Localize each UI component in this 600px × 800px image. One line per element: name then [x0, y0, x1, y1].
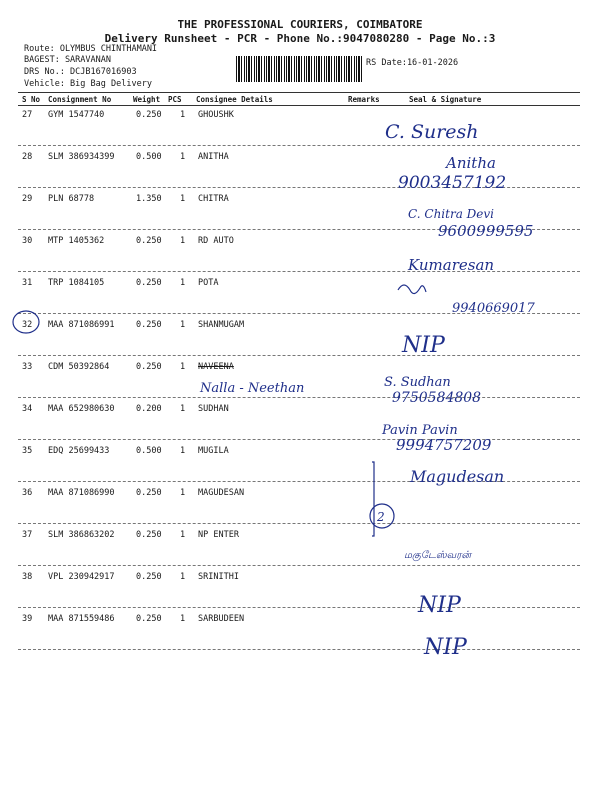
row-consignment: MTP 1405362	[48, 236, 105, 246]
signature-row31-phone: 9940669017	[452, 301, 535, 316]
row-rule	[18, 187, 580, 188]
row-weight: 0.500	[136, 152, 162, 162]
circle-number: 2	[377, 510, 385, 524]
row-weight: 0.250	[136, 278, 162, 288]
row-rule	[18, 313, 580, 314]
row-pcs: 1	[180, 404, 186, 414]
row-consignee: MAGUDESAN	[198, 488, 245, 498]
row-consignment: MAA 871559486	[48, 614, 115, 624]
row-rule	[18, 145, 580, 146]
row-pcs: 1	[180, 278, 186, 288]
row-pcs: 1	[180, 488, 186, 498]
row-consignee: NAVEENA	[198, 362, 234, 372]
row-consignment: VPL 230942917	[48, 572, 115, 582]
row-sno: 30	[22, 236, 33, 246]
row-weight: 0.200	[136, 404, 162, 414]
row-consignee: SHANMUGAM	[198, 320, 245, 330]
row-consignee: NP ENTER	[198, 530, 239, 540]
row-weight: 0.250	[136, 320, 162, 330]
nip-row39: NIP	[424, 635, 467, 660]
row-consignee: CHITRA	[198, 194, 229, 204]
signature-row33-name: S. Sudhan	[384, 375, 451, 390]
signature-row36: Magudesan	[410, 467, 505, 486]
col-pcs: PCS	[168, 95, 182, 104]
row-weight: 0.250	[136, 572, 162, 582]
vehicle-label: Vehicle: Big Bag Delivery	[24, 79, 152, 89]
row-weight: 0.250	[136, 110, 162, 120]
signature-row33-phone: 9750584808	[392, 390, 482, 406]
nip-row38: NIP	[418, 593, 461, 618]
row-consignment: SLM 386863202	[48, 530, 115, 540]
row-sno: 32	[22, 320, 33, 330]
row-pcs: 1	[180, 362, 186, 372]
row-consignment: SLM 386934399	[48, 152, 115, 162]
row-rule	[18, 565, 580, 566]
row-sno: 27	[22, 110, 33, 120]
col-consignee: Consignee Details	[196, 95, 273, 104]
row-pcs: 1	[180, 572, 186, 582]
signature-row29-phone: 9600999595	[438, 222, 534, 240]
row-consignment: EDQ 25699433	[48, 446, 110, 456]
col-seal-signature: Seal & Signature	[409, 95, 482, 104]
row-pcs: 1	[180, 236, 186, 246]
row-sno: 39	[22, 614, 33, 624]
signature-row30: Kumaresan	[408, 256, 495, 274]
row-consignment: MAA 871086990	[48, 488, 115, 498]
header-top-rule	[18, 92, 580, 93]
row-consignee: SUDHAN	[198, 404, 229, 414]
row-consignment: PLN 68778	[48, 194, 95, 204]
barcode	[236, 56, 364, 82]
row-rule	[18, 355, 580, 356]
row-rule	[18, 523, 580, 524]
row-weight: 0.250	[136, 362, 162, 372]
row-sno: 29	[22, 194, 33, 204]
row-pcs: 1	[180, 152, 186, 162]
row-weight: 0.250	[136, 236, 162, 246]
row-consignment: MAA 871086991	[48, 320, 115, 330]
row-weight: 0.250	[136, 530, 162, 540]
row-consignee: ANITHA	[198, 152, 229, 162]
row-pcs: 1	[180, 446, 186, 456]
nip-row32: NIP	[402, 333, 445, 358]
row-rule	[18, 607, 580, 608]
row-consignee: GHOUSHK	[198, 110, 234, 120]
row-consignee: SARBUDEEN	[198, 614, 245, 624]
signature-row34-phone: 9994757209	[396, 436, 492, 454]
signature-row28-name: Anitha	[446, 154, 496, 172]
row-pcs: 1	[180, 110, 186, 120]
col-consignment: Consignment No	[48, 95, 112, 104]
row-sno: 33	[22, 362, 33, 372]
col-sno: S No	[22, 95, 41, 104]
row-rule	[18, 481, 580, 482]
row-rule	[18, 229, 580, 230]
row-consignment: TRP 1084105	[48, 278, 105, 288]
bracket-mark	[372, 462, 374, 536]
row-sno: 37	[22, 530, 33, 540]
signature-row31-mark	[398, 285, 426, 294]
row-pcs: 1	[180, 530, 186, 540]
row-sno: 28	[22, 152, 33, 162]
signature-row37: மகுடேஸ்வரன்	[404, 550, 472, 561]
row-pcs: 1	[180, 614, 186, 624]
signature-row28-phone: 9003457192	[398, 173, 507, 193]
row-rule	[18, 439, 580, 440]
row-sno: 38	[22, 572, 33, 582]
row-consignment: GYM 1547740	[48, 110, 105, 120]
row-sno: 35	[22, 446, 33, 456]
row-sno: 31	[22, 278, 33, 288]
company-title: THE PROFESSIONAL COURIERS, COIMBATORE	[177, 18, 423, 31]
rs-date: RS Date:16-01-2026	[366, 58, 459, 68]
row-pcs: 1	[180, 194, 186, 204]
row-rule	[18, 397, 580, 398]
drs-number: DRS No.: DCJB167016903	[24, 67, 137, 77]
row-consignee: POTA	[198, 278, 219, 288]
row-sno: 36	[22, 488, 33, 498]
row-weight: 0.500	[136, 446, 162, 456]
header-bottom-rule	[18, 105, 580, 106]
staff-label: BAGEST: SARAVANAN	[24, 55, 111, 65]
row-weight: 1.350	[136, 194, 162, 204]
row-consignee: RD AUTO	[198, 236, 234, 246]
naveena-correction: Nalla - Neethan	[200, 381, 305, 396]
row-consignment: CDM 50392864	[48, 362, 110, 372]
signature-row29-name: C. Chitra Devi	[408, 207, 494, 221]
signature-row27: C. Suresh	[385, 121, 479, 143]
runsheet-subtitle: Delivery Runsheet - PCR - Phone No.:9047080280 - Page No.:3	[104, 32, 496, 45]
route-label: Route: OLYMBUS CHINTHAMANI	[24, 44, 158, 54]
row-consignee: SRINITHI	[198, 572, 239, 582]
signature-row34-name: Pavin Pavin	[382, 423, 458, 438]
row-sno: 34	[22, 404, 33, 414]
circle-number-mark	[370, 504, 394, 528]
col-weight: Weight	[133, 95, 161, 104]
row-rule	[18, 649, 580, 650]
row-consignment: MAA 652980630	[48, 404, 115, 414]
row-weight: 0.250	[136, 614, 162, 624]
row-weight: 0.250	[136, 488, 162, 498]
row-rule	[18, 271, 580, 272]
row-pcs: 1	[180, 320, 186, 330]
col-remarks: Remarks	[348, 95, 380, 104]
row-consignee: MUGILA	[198, 446, 229, 456]
